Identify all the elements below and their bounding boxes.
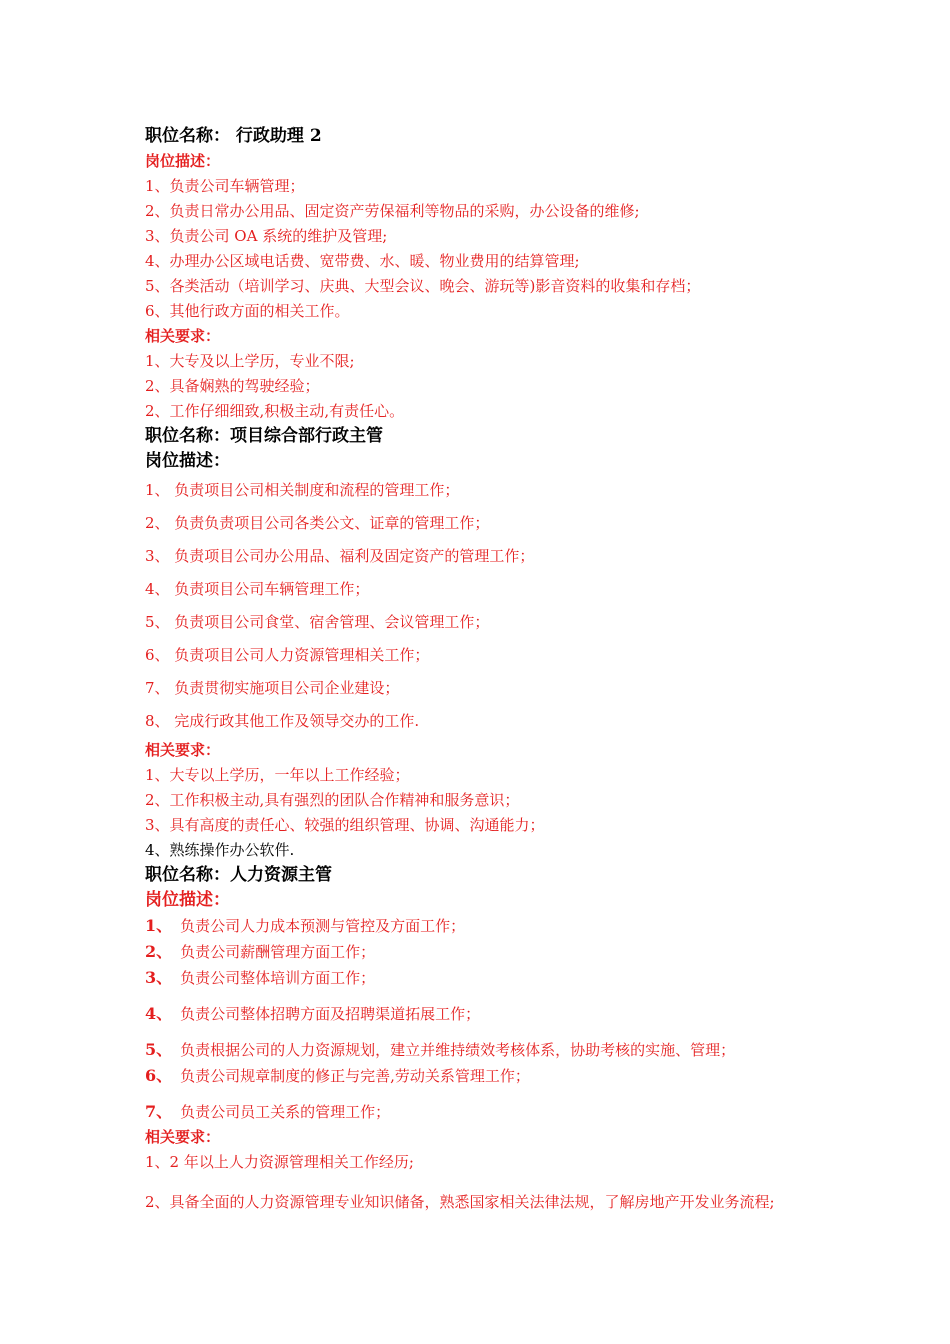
job3-req-heading: 相关要求： bbox=[145, 1128, 221, 1146]
job2-req-item: 1、大专以上学历，一年以上工作经验； bbox=[145, 766, 410, 784]
job2-req-item: 4、熟练操作办公软件. bbox=[145, 841, 295, 859]
job1-req-item: 2、具备娴熟的驾驶经验； bbox=[145, 377, 320, 395]
job2-desc-item: 7、 负责贯彻实施项目公司企业建设； bbox=[145, 679, 400, 697]
job2-req-heading: 相关要求： bbox=[145, 741, 221, 759]
job3-desc-text: 负责公司员工关系的管理工作； bbox=[180, 1103, 391, 1121]
job2-desc-item: 5、 负责项目公司食堂、宿舍管理、会议管理工作； bbox=[145, 613, 490, 631]
job2-desc-item: 1、 负责项目公司相关制度和流程的管理工作； bbox=[145, 481, 460, 499]
job3-desc-num: 3、 bbox=[145, 968, 173, 987]
job2-desc-item: 2、 负责负责项目公司各类公文、证章的管理工作； bbox=[145, 514, 490, 532]
job3-desc-item bbox=[145, 1099, 825, 1125]
document-page bbox=[145, 124, 825, 1230]
job2-desc-item: 3、 负责项目公司办公用品、福利及固定资产的管理工作； bbox=[145, 547, 535, 565]
job3-desc-text: 负责公司整体培训方面工作； bbox=[180, 969, 376, 987]
job3-desc-item bbox=[145, 1037, 825, 1063]
job3-desc-text: 负责根据公司的人力资源规划，建立并维持绩效考核体系，协助考核的实施、管理； bbox=[180, 1041, 736, 1059]
job3-desc-item bbox=[145, 1063, 825, 1089]
job1-req-heading: 相关要求： bbox=[145, 327, 221, 345]
job2-desc-heading: 岗位描述： bbox=[145, 451, 230, 471]
job2-desc-item: 8、 完成行政其他工作及领导交办的工作. bbox=[145, 712, 420, 730]
job3-desc-num: 6、 bbox=[145, 1066, 173, 1085]
job3-desc-text: 负责公司整体招聘方面及招聘渠道拓展工作； bbox=[180, 1005, 481, 1023]
job3-desc-item bbox=[145, 939, 825, 965]
job2-desc-item: 4、 负责项目公司车辆管理工作； bbox=[145, 580, 370, 598]
job2-title: 职位名称：项目综合部行政主管 bbox=[145, 426, 383, 446]
job1-desc-item: 6、其他行政方面的相关工作。 bbox=[145, 302, 350, 320]
job2-desc-item: 6、 负责项目公司人力资源管理相关工作； bbox=[145, 646, 430, 664]
job3-desc-item bbox=[145, 913, 825, 939]
job1-desc-heading: 岗位描述： bbox=[145, 152, 221, 170]
job3-desc-item bbox=[145, 965, 825, 991]
job3-desc-text: 负责公司规章制度的修正与完善,劳动关系管理工作； bbox=[180, 1067, 530, 1085]
job1-desc-item: 1、负责公司车辆管理； bbox=[145, 177, 305, 195]
job1-req-item: 2、工作仔细细致,积极主动,有责任心。 bbox=[145, 402, 405, 420]
job1-desc-item: 4、办理办公区域电话费、宽带费、水、暖、物业费用的结算管理; bbox=[145, 252, 580, 270]
job1-title: 职位名称： 行政助理 2 bbox=[145, 126, 322, 146]
job3-desc-num: 4、 bbox=[145, 1004, 173, 1023]
job3-desc-text: 负责公司薪酬管理方面工作； bbox=[180, 943, 376, 961]
job3-desc-heading: 岗位描述： bbox=[145, 890, 230, 910]
job3-req-item: 2、具备全面的人力资源管理专业知识储备，熟悉国家相关法律法规，了解房地产开发业务流程; bbox=[145, 1193, 775, 1211]
job3-desc-num: 7、 bbox=[145, 1102, 173, 1121]
job3-req-item: 1、2 年以上人力资源管理相关工作经历; bbox=[145, 1153, 414, 1171]
job3-desc-text: 负责公司人力成本预测与管控及方面工作； bbox=[180, 917, 466, 935]
job1-desc-item: 2、负责日常办公用品、固定资产劳保福利等物品的采购，办公设备的维修; bbox=[145, 202, 640, 220]
job1-desc-item: 3、负责公司 OA 系统的维护及管理; bbox=[145, 227, 388, 245]
job2-req-item: 2、工作积极主动,具有强烈的团队合作精神和服务意识； bbox=[145, 791, 520, 809]
job3-desc-num: 5、 bbox=[145, 1040, 173, 1059]
job3-title: 职位名称：人力资源主管 bbox=[145, 865, 332, 885]
job3-desc-item bbox=[145, 1001, 825, 1027]
job2-req-item: 3、具有高度的责任心、较强的组织管理、协调、沟通能力； bbox=[145, 816, 545, 834]
job1-req-item: 1、大专及以上学历，专业不限; bbox=[145, 352, 355, 370]
job1-desc-item: 5、各类活动（培训学习、庆典、大型会议、晚会、游玩等)影音资料的收集和存档； bbox=[145, 277, 701, 295]
job3-desc-num: 2、 bbox=[145, 942, 173, 961]
job3-desc-num: 1、 bbox=[145, 916, 173, 935]
